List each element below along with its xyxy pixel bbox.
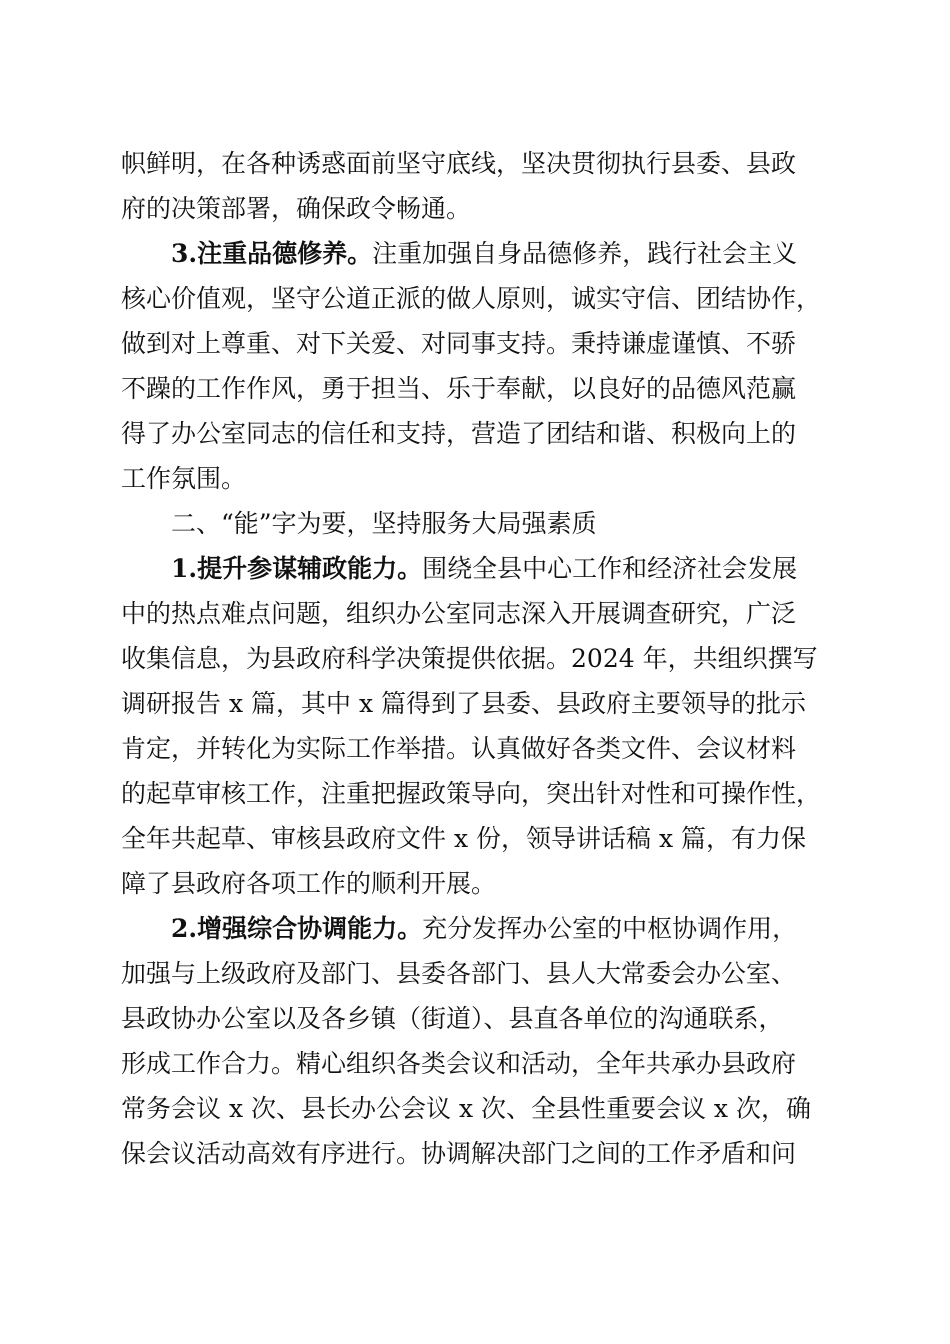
body-line: 调研报告 x 篇，其中 x 篇得到了县委、县政府主要领导的批示: [121, 689, 806, 718]
item-title: 1.提升参谋辅政能力。: [171, 554, 423, 583]
section-heading: 二、“能”字为要，坚持服务大局强素质: [171, 509, 597, 538]
body-line: 加强与上级政府及部门、县委各部门、县人大常委会办公室、: [121, 959, 797, 988]
body-line: 做到对上尊重、对下关爱、对同事支持。秉持谦虚谨慎、不骄: [121, 329, 797, 358]
paragraph-first-line: 1.提升参谋辅政能力。围绕全县中心工作和经济社会发展: [171, 554, 798, 583]
body-line: 核心价值观，坚守公道正派的做人原则，诚实守信、团结协作，: [121, 284, 822, 313]
body-line: 帜鲜明，在各种诱惑面前坚守底线，坚决贯彻执行县委、县政: [121, 149, 797, 178]
body-line: 得了办公室同志的信任和支持，营造了团结和谐、积极向上的: [121, 419, 797, 448]
body-line: 府的决策部署，确保政令畅通。: [121, 194, 472, 223]
body-line: 全年共起草、审核县政府文件 x 份，领导讲话稿 x 篇，有力保: [121, 824, 806, 853]
body-line: 中的热点难点问题，组织办公室同志深入开展调查研究，广泛: [121, 599, 797, 628]
body-line: 障了县政府各项工作的顺利开展。: [121, 869, 497, 898]
body-line: 肯定，并转化为实际工作举措。认真做好各类文件、会议材料: [121, 734, 797, 763]
body-line: 常务会议 x 次、县长办公会议 x 次、全县性重要会议 x 次，确: [121, 1094, 811, 1123]
item-title: 3.注重品德修养。: [171, 239, 373, 268]
item-title: 2.增强综合协调能力。: [171, 914, 423, 943]
body-line: 收集信息，为县政府科学决策提供依据。2024 年，共组织撰写: [121, 644, 818, 673]
paragraph-first-line: 2.增强综合协调能力。充分发挥办公室的中枢协调作用，: [171, 914, 798, 943]
body-line: 县政协办公室以及各乡镇（街道）、县直各单位的沟通联系，: [121, 1004, 784, 1033]
body-line: 工作氛围。: [121, 464, 247, 493]
paragraph-first-line: 3.注重品德修养。注重加强自身品德修养，践行社会主义: [171, 239, 798, 268]
body-line: 形成工作合力。精心组织各类会议和活动，全年共承办县政府: [121, 1049, 797, 1078]
body-line: 不躁的工作作风，勇于担当、乐于奉献，以良好的品德风范赢: [121, 374, 797, 403]
body-line: 的起草审核工作，注重把握政策导向，突出针对性和可操作性，: [121, 779, 822, 808]
body-line: 保会议活动高效有序进行。协调解决部门之间的工作矛盾和问: [121, 1139, 797, 1168]
